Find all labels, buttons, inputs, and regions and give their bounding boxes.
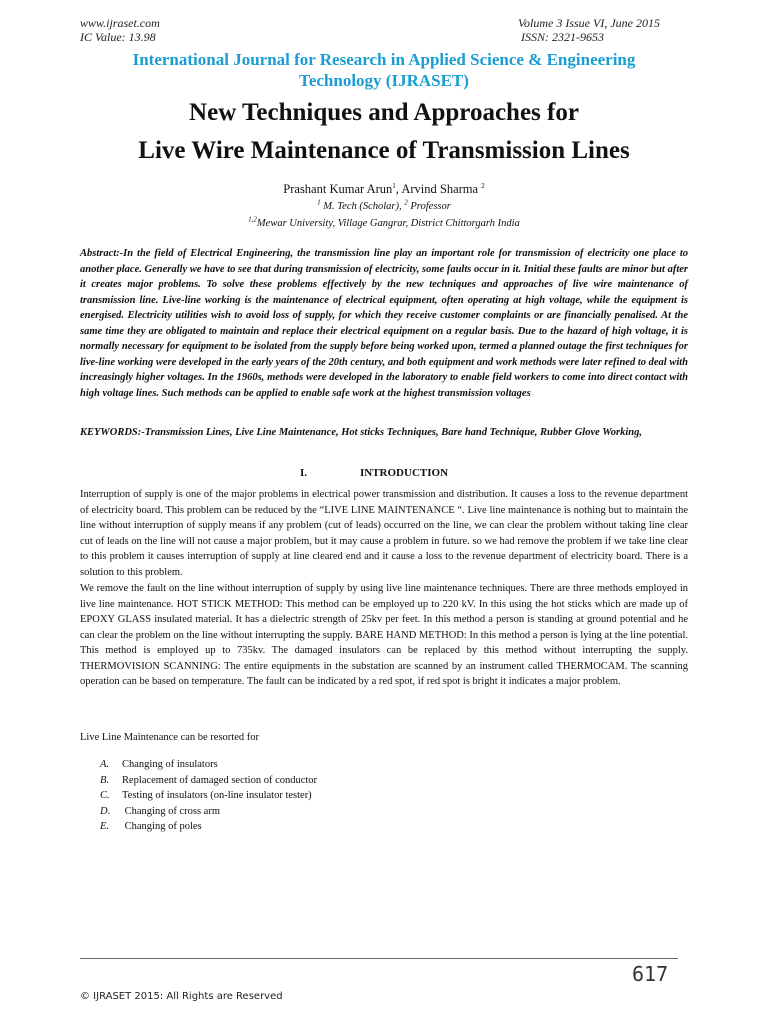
list-text: Testing of insulators (on-line insulator tester) (122, 790, 312, 801)
list-marker: C. (100, 790, 110, 801)
paper-title (60, 94, 708, 170)
volume-issue: Volume 3 Issue VI, June 2015 (518, 16, 660, 30)
list-item (100, 788, 317, 804)
list-marker: D. (100, 805, 111, 817)
affil-inst-sup: 1,2 (248, 215, 257, 224)
affil-role-2: Professor (407, 201, 451, 212)
page-number: 617 (632, 962, 669, 986)
section-number: I. (300, 467, 308, 479)
header-left (80, 16, 160, 44)
journal-name (60, 49, 708, 91)
list-item (100, 819, 317, 835)
list-text: Changing of insulators (122, 759, 218, 770)
author-1-sup: 1 (392, 181, 396, 190)
section-title: INTRODUCTION (360, 467, 449, 479)
paper-title-line1: New Techniques and Approaches for (189, 99, 579, 126)
abstract: Abstract:-In the field of Electrical Engineering, the transmission line play an important role for transmission of electricity one place to another place. Generally we have to see that during transmission of electricity, some faults occur in it. Initial these faults are minor but after it creates major problems. To solve these problems effectively by the new techniques and approaches of live wire maintenance of transmission line. Live-line working is the maintenance of electrical equipment, often operating at high voltage, while the equipment is energised. Electricity utilities wish to avoid loss of supply, for which they receive customer complaints or are financially penalised. At the same time they are obligated to maintain and replace their electrical equipment on a regular basis. Due to the hazard of high voltage, it is normally necessary for equipment to be isolated from the supply before being worked upon, termed a planned outage the first techniques for live-line working were developed in the early years of the 20th century, and both equipment and work methods were later refined to deal with increasingly higher voltages. In the 1960s, methods were developed in the laboratory to enable field workers to come into direct contact with high voltage lines. Such methods can be applied to enable safe work at the highest transmission voltages (80, 248, 689, 399)
journal-name-line1: International Journal for Research in Applied Science & Engineering (132, 50, 636, 69)
list-item (100, 804, 317, 820)
affil-role-1: M. Tech (Scholar), (320, 201, 405, 212)
journal-name-line2: Technology (IJRASET) (299, 71, 469, 90)
footer-divider (80, 958, 678, 959)
affil-sup-1: 1 (317, 198, 321, 207)
affil-sup-2: 2 (404, 198, 408, 207)
intro-paragraph-2: We remove the fault on the line without interruption of supply by using live line maintenance techniques. There are three methods employed in live line maintenance. HOT STICK METHOD: This method can be employed up to 220 kV. In this using the hot sticks which are made up of EPOXY GLASS insulated material. It has a dielectric strength of 25kv per feet. In this method a person is standing at ground potential and he can clear the problem on the line without interrupting the supply. BARE HAND METHOD: In this method a person is lying at the line potential. This method is employed up to 735kv. The damaged insulators can be replaced by this method without interrupting the supply. THERMOVISION SCANNING: The entire equipments in the substation are scanned by an instrument called THERMOCAM. The scanning operation can be based on temperature. The fault can be indicated by a red spot, if red spot is bright it indicates a major problem. (80, 583, 688, 687)
author-1: Prashant Kumar Arun (283, 182, 393, 196)
issn: ISSN: 2321-9653 (521, 30, 604, 44)
list-text: Replacement of damaged section of conductor (122, 774, 318, 786)
intro-paragraph-3: Live Line Maintenance can be resorted for (80, 732, 259, 743)
affiliation-institution (60, 217, 708, 230)
author-2: Arvind Sharma (401, 182, 482, 196)
keywords: KEYWORDS:-Transmission Lines, Live Line Maintenance, Hot sticks Techniques, Bare hand Technique, Rubber Glove Working, (80, 427, 643, 438)
journal-website: www.ijraset.com (80, 16, 160, 30)
list-item (100, 773, 317, 789)
ic-value: IC Value: 13.98 (80, 30, 156, 44)
affiliation-roles (60, 200, 708, 213)
list-marker: E. (100, 821, 110, 832)
affil-inst-text: Mewar University, Village Gangrar, District Chittorgarh India (256, 218, 520, 229)
list-text: Changing of cross arm (122, 805, 220, 817)
list-marker: B. (100, 774, 110, 786)
author-2-sup: 2 (481, 181, 485, 190)
paper-title-line2: Live Wire Maintenance of Transmission Lines (138, 137, 630, 164)
copyright-notice: © IJRASET 2015: All Rights are Reserved (80, 991, 283, 1002)
header-right (518, 16, 660, 44)
authors-line (60, 182, 708, 197)
list-item (100, 757, 317, 773)
list-text: Changing of poles (122, 821, 202, 832)
author-separator: , (395, 182, 402, 196)
intro-paragraph-1: Interruption of supply is one of the major problems in electrical power transmission and distribution. It causes a loss to the revenue department of electricity board. This problem can be reduced by the “LIVE LINE MAINTENANCE “. Live line maintenance is nothing but to maintain the line without interruption of supply means if any problem (cut of leads) occurred on the line, we can clear the problem without taking line clear cut of leads on the line will not cause a major problem, but it may cause a problem in future. so we had remove the problem if we take line clear to this problem it causes interruption of supply at line cleared end and it cause a loss to the revenue department of electricity board. There is a solution to this problem. (80, 489, 688, 578)
list-marker: A. (100, 759, 110, 770)
maintenance-list (100, 757, 317, 835)
